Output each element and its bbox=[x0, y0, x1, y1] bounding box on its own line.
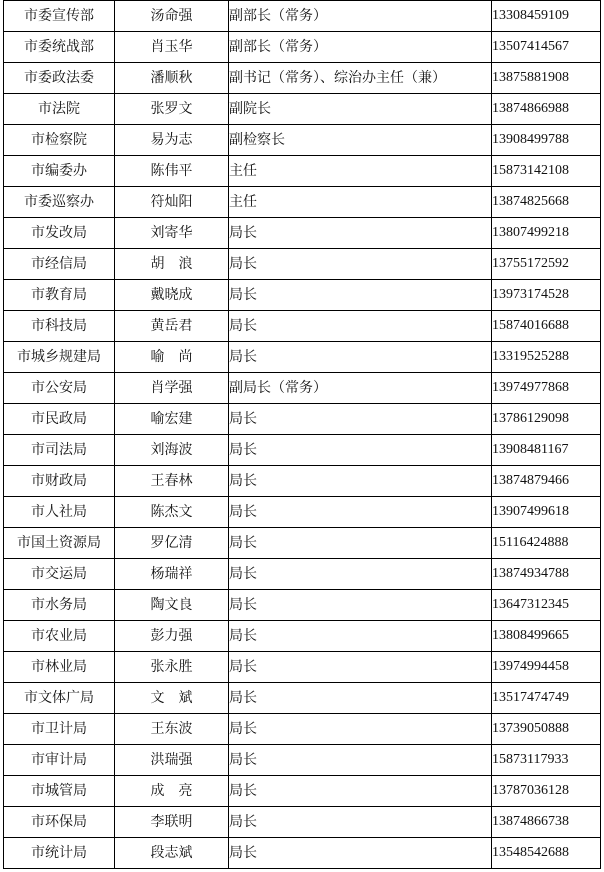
unit-cell: 市教育局 bbox=[4, 280, 115, 311]
name-cell: 杨瑞祥 bbox=[115, 559, 229, 590]
unit-cell: 市公安局 bbox=[4, 373, 115, 404]
table-row bbox=[4, 342, 601, 373]
unit-cell: 市交运局 bbox=[4, 559, 115, 590]
phone-cell: 13319525288 bbox=[492, 342, 601, 373]
title-cell: 局长 bbox=[229, 466, 492, 497]
table-row bbox=[4, 218, 601, 249]
title-cell: 副院长 bbox=[229, 94, 492, 125]
table-row bbox=[4, 1, 601, 32]
title-cell: 副部长（常务） bbox=[229, 1, 492, 32]
unit-cell: 市统计局 bbox=[4, 838, 115, 869]
table-row bbox=[4, 311, 601, 342]
title-cell: 副部长（常务） bbox=[229, 32, 492, 63]
unit-cell: 市国土资源局 bbox=[4, 528, 115, 559]
unit-cell: 市审计局 bbox=[4, 745, 115, 776]
unit-cell: 市文体广局 bbox=[4, 683, 115, 714]
title-cell: 主任 bbox=[229, 187, 492, 218]
phone-cell: 13974977868 bbox=[492, 373, 601, 404]
phone-cell: 15873117933 bbox=[492, 745, 601, 776]
table-row bbox=[4, 404, 601, 435]
name-cell: 陈杰文 bbox=[115, 497, 229, 528]
name-cell: 文 斌 bbox=[115, 683, 229, 714]
unit-cell: 市法院 bbox=[4, 94, 115, 125]
title-cell: 局长 bbox=[229, 745, 492, 776]
name-cell: 张罗文 bbox=[115, 94, 229, 125]
title-cell: 局长 bbox=[229, 559, 492, 590]
name-cell: 陈伟平 bbox=[115, 156, 229, 187]
phone-cell: 15116424888 bbox=[492, 528, 601, 559]
table-row bbox=[4, 466, 601, 497]
phone-cell: 13907499618 bbox=[492, 497, 601, 528]
title-cell: 局长 bbox=[229, 497, 492, 528]
phone-cell: 13308459109 bbox=[492, 1, 601, 32]
name-cell: 易为志 bbox=[115, 125, 229, 156]
contact-table bbox=[3, 0, 601, 869]
name-cell: 王东波 bbox=[115, 714, 229, 745]
unit-cell: 市检察院 bbox=[4, 125, 115, 156]
phone-cell: 13517474749 bbox=[492, 683, 601, 714]
phone-cell: 13787036128 bbox=[492, 776, 601, 807]
phone-cell: 13807499218 bbox=[492, 218, 601, 249]
table-row bbox=[4, 187, 601, 218]
unit-cell: 市委政法委 bbox=[4, 63, 115, 94]
phone-cell: 13755172592 bbox=[492, 249, 601, 280]
phone-cell: 13808499665 bbox=[492, 621, 601, 652]
unit-cell: 市人社局 bbox=[4, 497, 115, 528]
table-row bbox=[4, 590, 601, 621]
title-cell: 局长 bbox=[229, 807, 492, 838]
title-cell: 局长 bbox=[229, 683, 492, 714]
name-cell: 段志斌 bbox=[115, 838, 229, 869]
title-cell: 局长 bbox=[229, 311, 492, 342]
unit-cell: 市委统战部 bbox=[4, 32, 115, 63]
unit-cell: 市水务局 bbox=[4, 590, 115, 621]
table-row bbox=[4, 559, 601, 590]
table-row bbox=[4, 745, 601, 776]
unit-cell: 市司法局 bbox=[4, 435, 115, 466]
table-row bbox=[4, 94, 601, 125]
name-cell: 黄岳君 bbox=[115, 311, 229, 342]
title-cell: 局长 bbox=[229, 249, 492, 280]
table-row bbox=[4, 621, 601, 652]
phone-cell: 13647312345 bbox=[492, 590, 601, 621]
table-row bbox=[4, 528, 601, 559]
name-cell: 刘海波 bbox=[115, 435, 229, 466]
unit-cell: 市经信局 bbox=[4, 249, 115, 280]
unit-cell: 市编委办 bbox=[4, 156, 115, 187]
phone-cell: 13875881908 bbox=[492, 63, 601, 94]
contact-table-body bbox=[4, 1, 601, 869]
title-cell: 副局长（常务） bbox=[229, 373, 492, 404]
name-cell: 符灿阳 bbox=[115, 187, 229, 218]
name-cell: 肖玉华 bbox=[115, 32, 229, 63]
title-cell: 局长 bbox=[229, 776, 492, 807]
name-cell: 喻 尚 bbox=[115, 342, 229, 373]
unit-cell: 市卫计局 bbox=[4, 714, 115, 745]
table-row bbox=[4, 807, 601, 838]
table-row bbox=[4, 63, 601, 94]
name-cell: 王春林 bbox=[115, 466, 229, 497]
phone-cell: 13786129098 bbox=[492, 404, 601, 435]
phone-cell: 13973174528 bbox=[492, 280, 601, 311]
phone-cell: 13739050888 bbox=[492, 714, 601, 745]
title-cell: 局长 bbox=[229, 714, 492, 745]
title-cell: 局长 bbox=[229, 435, 492, 466]
name-cell: 陶文良 bbox=[115, 590, 229, 621]
phone-cell: 13974994458 bbox=[492, 652, 601, 683]
name-cell: 刘寄华 bbox=[115, 218, 229, 249]
title-cell: 局长 bbox=[229, 404, 492, 435]
table-row bbox=[4, 249, 601, 280]
title-cell: 局长 bbox=[229, 342, 492, 373]
table-row bbox=[4, 373, 601, 404]
unit-cell: 市农业局 bbox=[4, 621, 115, 652]
title-cell: 主任 bbox=[229, 156, 492, 187]
phone-cell: 13507414567 bbox=[492, 32, 601, 63]
table-row bbox=[4, 683, 601, 714]
table-row bbox=[4, 838, 601, 869]
unit-cell: 市民政局 bbox=[4, 404, 115, 435]
title-cell: 局长 bbox=[229, 652, 492, 683]
unit-cell: 市科技局 bbox=[4, 311, 115, 342]
table-row bbox=[4, 652, 601, 683]
phone-cell: 13874866988 bbox=[492, 94, 601, 125]
table-row bbox=[4, 156, 601, 187]
title-cell: 局长 bbox=[229, 218, 492, 249]
title-cell: 局长 bbox=[229, 280, 492, 311]
name-cell: 李联明 bbox=[115, 807, 229, 838]
phone-cell: 13874825668 bbox=[492, 187, 601, 218]
title-cell: 副书记（常务）、综治办主任（兼） bbox=[229, 63, 492, 94]
name-cell: 罗亿清 bbox=[115, 528, 229, 559]
unit-cell: 市财政局 bbox=[4, 466, 115, 497]
title-cell: 局长 bbox=[229, 528, 492, 559]
unit-cell: 市城乡规建局 bbox=[4, 342, 115, 373]
phone-cell: 13908481167 bbox=[492, 435, 601, 466]
title-cell: 局长 bbox=[229, 621, 492, 652]
table-row bbox=[4, 280, 601, 311]
phone-cell: 13548542688 bbox=[492, 838, 601, 869]
table-row bbox=[4, 714, 601, 745]
title-cell: 局长 bbox=[229, 838, 492, 869]
title-cell: 副检察长 bbox=[229, 125, 492, 156]
table-row bbox=[4, 435, 601, 466]
table-row bbox=[4, 32, 601, 63]
name-cell: 张永胜 bbox=[115, 652, 229, 683]
phone-cell: 15874016688 bbox=[492, 311, 601, 342]
unit-cell: 市发改局 bbox=[4, 218, 115, 249]
name-cell: 汤命强 bbox=[115, 1, 229, 32]
unit-cell: 市城管局 bbox=[4, 776, 115, 807]
name-cell: 喻宏建 bbox=[115, 404, 229, 435]
name-cell: 彭力强 bbox=[115, 621, 229, 652]
name-cell: 潘顺秋 bbox=[115, 63, 229, 94]
unit-cell: 市林业局 bbox=[4, 652, 115, 683]
name-cell: 肖学强 bbox=[115, 373, 229, 404]
unit-cell: 市委宣传部 bbox=[4, 1, 115, 32]
phone-cell: 13874866738 bbox=[492, 807, 601, 838]
name-cell: 戴晓成 bbox=[115, 280, 229, 311]
table-row bbox=[4, 497, 601, 528]
unit-cell: 市委巡察办 bbox=[4, 187, 115, 218]
phone-cell: 13874934788 bbox=[492, 559, 601, 590]
phone-cell: 13908499788 bbox=[492, 125, 601, 156]
phone-cell: 15873142108 bbox=[492, 156, 601, 187]
table-row bbox=[4, 125, 601, 156]
name-cell: 洪瑞强 bbox=[115, 745, 229, 776]
title-cell: 局长 bbox=[229, 590, 492, 621]
name-cell: 胡 浪 bbox=[115, 249, 229, 280]
name-cell: 成 亮 bbox=[115, 776, 229, 807]
table-row bbox=[4, 776, 601, 807]
unit-cell: 市环保局 bbox=[4, 807, 115, 838]
phone-cell: 13874879466 bbox=[492, 466, 601, 497]
